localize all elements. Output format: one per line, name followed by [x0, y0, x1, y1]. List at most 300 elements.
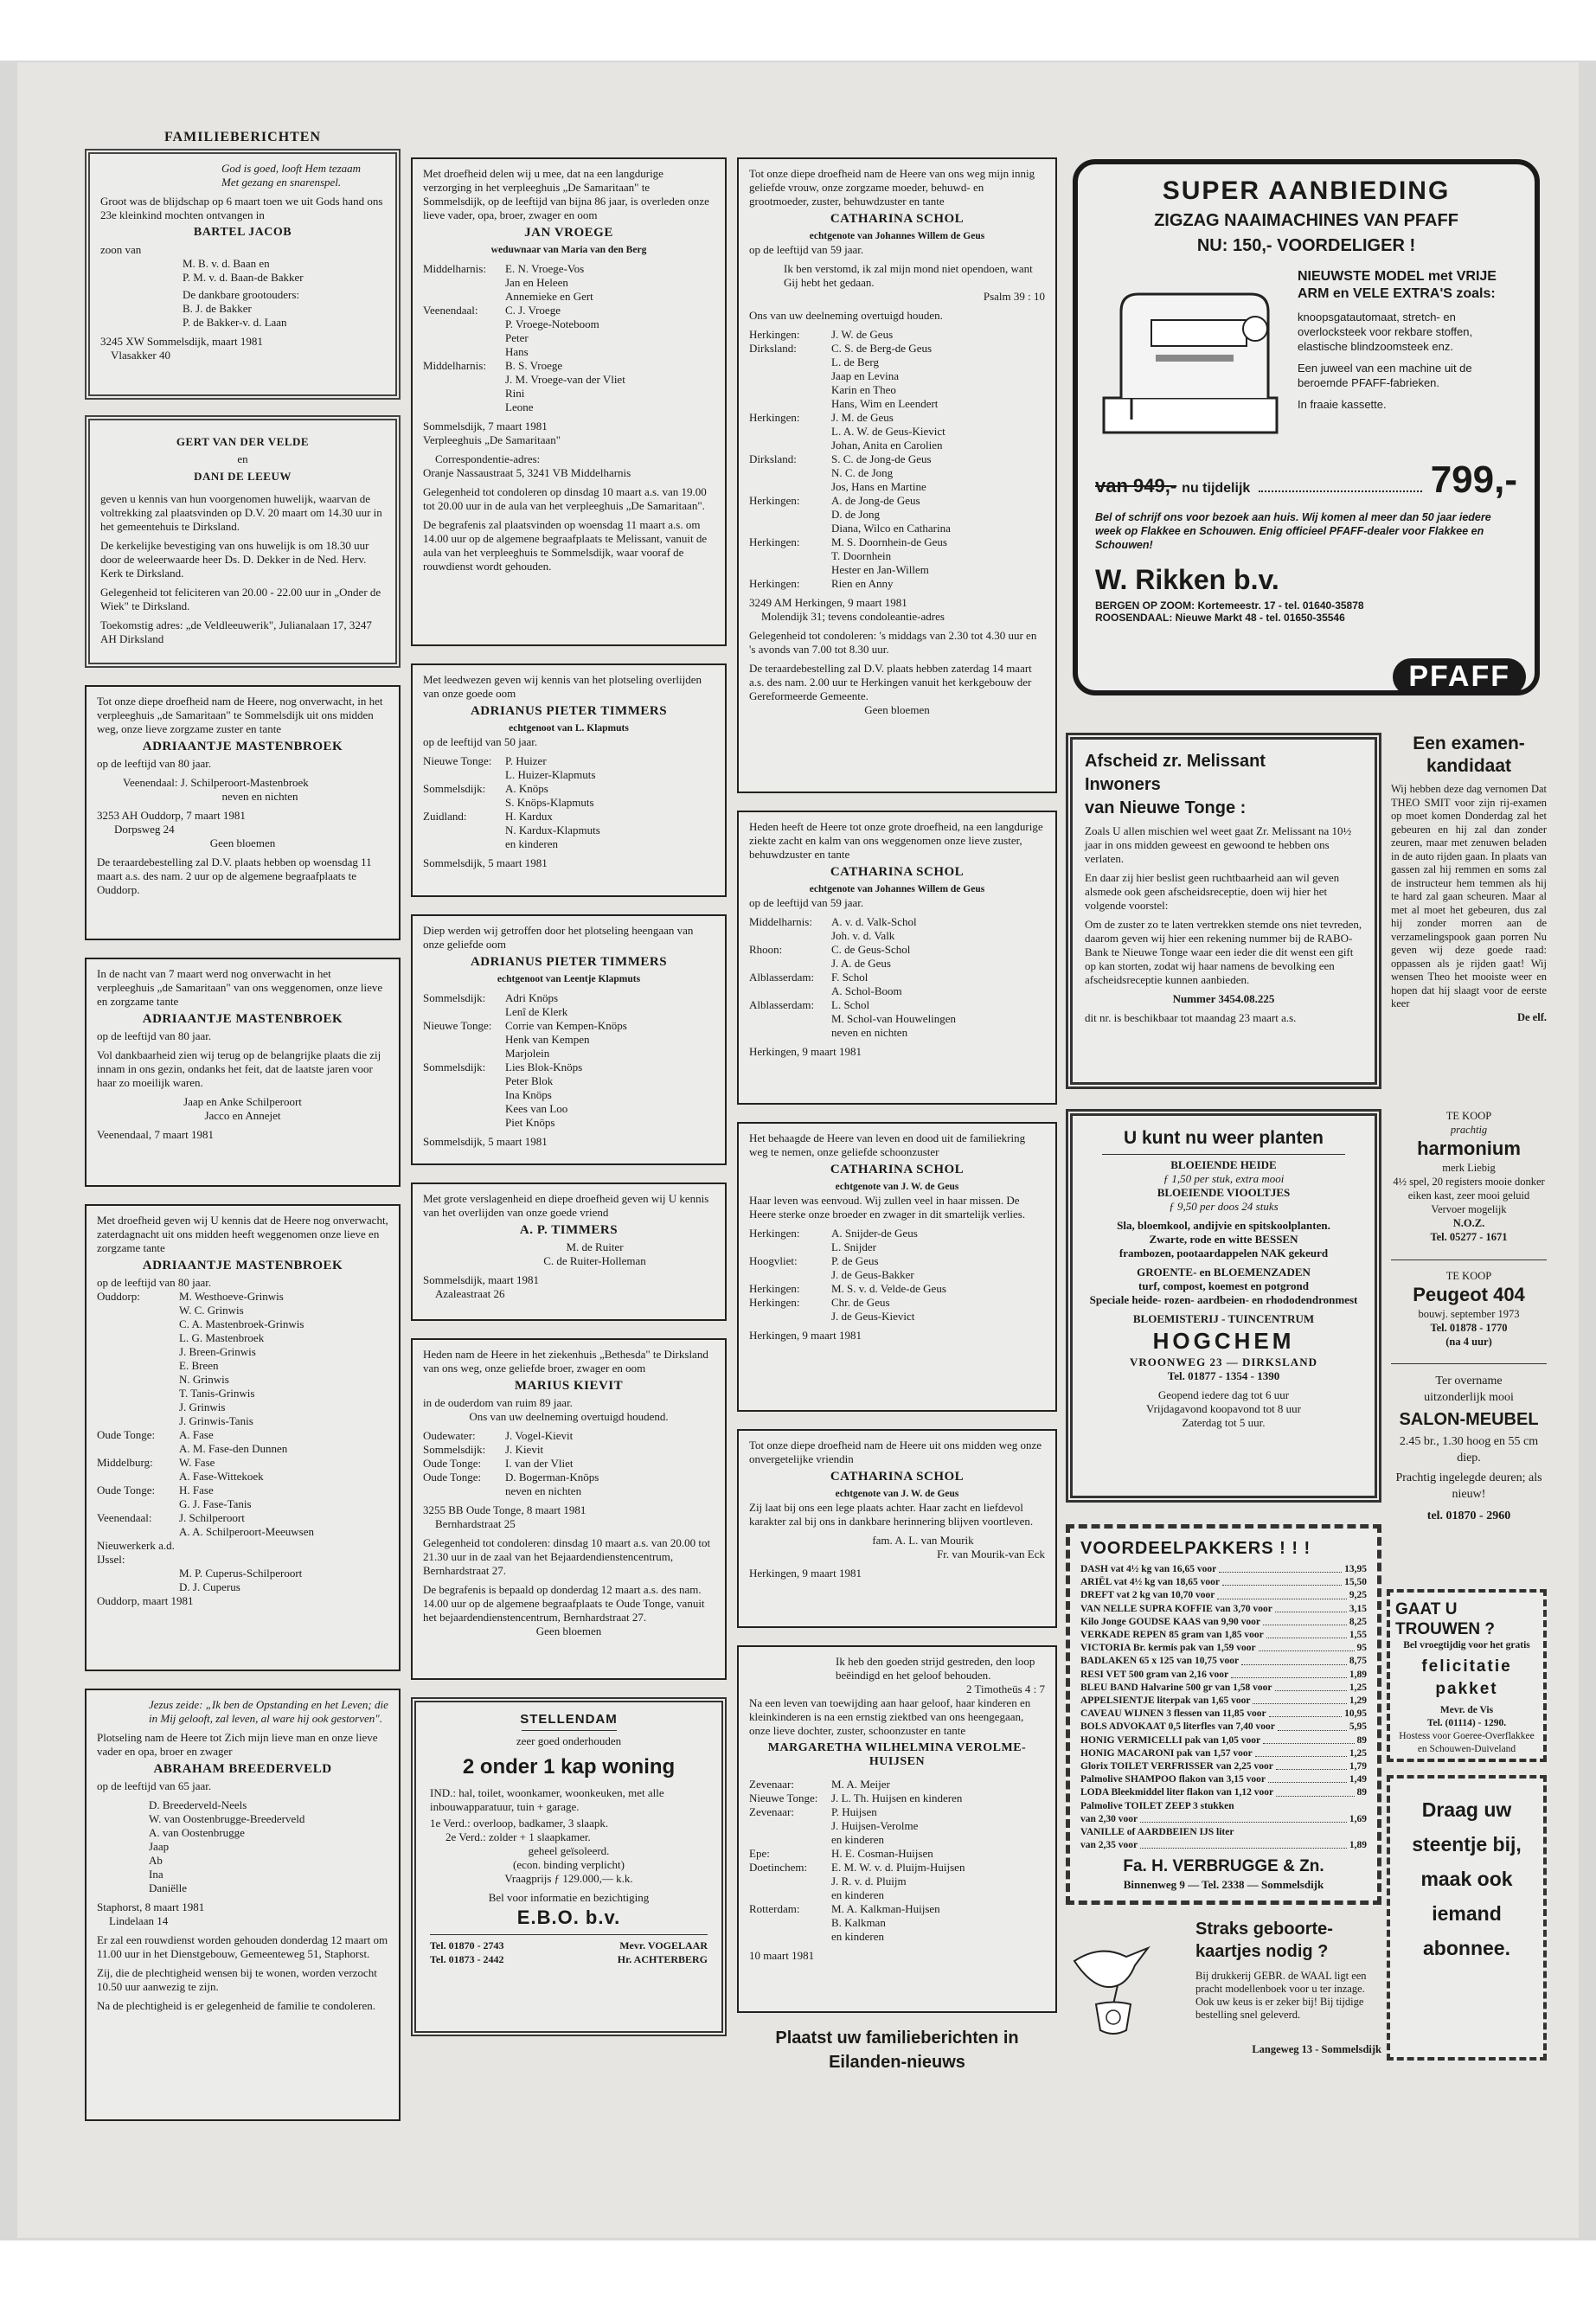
- family-row: [749, 439, 1045, 452]
- family-row: [749, 1847, 1045, 1861]
- place-label: Sommelsdijk:: [423, 1061, 486, 1074]
- family-member: Chr. de Geus: [831, 1296, 890, 1309]
- family-row: [749, 1296, 1045, 1310]
- product: Kilo Jonge GOUDSE KAAS van 9,90 voor: [1080, 1616, 1260, 1627]
- price: 89: [1356, 1787, 1367, 1798]
- family-member: Rien en Anny: [831, 577, 894, 590]
- family-row: [97, 1580, 388, 1594]
- family-member: Jaap en Levina: [831, 369, 899, 382]
- family-member: N. Kardux-Klapmuts: [505, 824, 600, 836]
- family-member: Karin en Theo: [831, 383, 896, 396]
- product: Palmolive SHAMPOO flakon van 3,15 voor: [1080, 1774, 1266, 1785]
- place-label: Zevenaar:: [749, 1805, 794, 1818]
- child-name: BARTEL JACOB: [193, 226, 292, 239]
- price: 1,89: [1349, 1840, 1367, 1851]
- family-row: [749, 1875, 1045, 1888]
- family-member: M. A. Kalkman-Huijsen: [831, 1902, 940, 1915]
- family-row: [749, 1819, 1045, 1833]
- price-row: [1080, 1682, 1367, 1695]
- family-row: [423, 810, 715, 824]
- family-row: [423, 1061, 715, 1074]
- place-label: Herkingen:: [749, 577, 800, 590]
- family-member: A. v. d. Valk-Schol: [831, 915, 917, 928]
- price-row: [1080, 1786, 1367, 1799]
- family-member: J. Vogel-Kievit: [505, 1429, 574, 1442]
- death-notice-mastenbroek-1: Tot onze diepe droefheid nam de Heere, nog onverwacht, in het verpleeghuis „de Samaritaan" te Sommelsdijk uit ons midden weg, onze lieve zorgzame zuster en tante ADRIAANTJE MASTENBROEK op de leeftijd van 80 jaar. Veenendaal: J. Schilperoort-Mastenbroek neven en nichten 3253 AH Ouddorp, 7 maart 1981 Dorpsweg 24 Geen bloemen De teraardebestelling zal D.V. plaats hebben op woensdag 11 maart a.s. des nam. 2 uur op de algemene begraafplaats te Ouddorp.: [85, 685, 401, 940]
- family-row: [423, 1471, 715, 1484]
- price-row: [1080, 1655, 1367, 1668]
- place-label: [97, 1400, 179, 1414]
- price-row: [1080, 1642, 1367, 1655]
- family-list: [97, 1798, 388, 1895]
- place-label: Zuidland:: [423, 810, 467, 823]
- family-member: Peter Blok: [505, 1074, 554, 1087]
- family-member: B. Kalkman: [831, 1916, 886, 1929]
- family-member: J. Huijsen-Verolme: [831, 1819, 919, 1832]
- place-label: [749, 439, 831, 452]
- family-row: [423, 754, 715, 768]
- family-member: Jan en Heleen: [505, 276, 568, 289]
- price: 8,25: [1349, 1616, 1367, 1627]
- price-row: [1080, 1576, 1367, 1589]
- family-member: A. van Oostenbrugge: [149, 1826, 245, 1839]
- price-row: [1080, 1589, 1367, 1602]
- shop-name: Fa. H. VERBRUGGE & Zn.: [1123, 1857, 1324, 1876]
- family-member: S. C. de Jong-de Geus: [831, 452, 932, 465]
- place-label: [97, 1304, 179, 1317]
- place-label: [423, 345, 505, 359]
- family-member: Leone: [505, 401, 534, 413]
- family-member: J. Schilperoort: [179, 1511, 245, 1524]
- place-label: [97, 1317, 179, 1331]
- family-row: [423, 782, 715, 796]
- family-row: [423, 1019, 715, 1033]
- family-member: Kees van Loo: [505, 1102, 568, 1115]
- family-member: J. R. v. d. Pluijm: [831, 1875, 907, 1888]
- price: 89: [1356, 1734, 1367, 1746]
- place-label: Veenendaal:: [423, 304, 478, 317]
- family-row: [423, 796, 715, 810]
- family-member: Diana, Wilco en Catharina: [831, 522, 951, 535]
- family-row: [749, 563, 1045, 577]
- family-row: [423, 768, 715, 782]
- family-member: A. Fase: [179, 1428, 214, 1441]
- place-label: [97, 1373, 179, 1387]
- family-row: [749, 328, 1045, 342]
- family-member: D. de Jong: [831, 508, 880, 521]
- family-row: [423, 317, 715, 331]
- place-label: [97, 1331, 179, 1345]
- place-label: Herkingen:: [749, 328, 800, 341]
- place-label: Alblasserdam:: [749, 971, 815, 984]
- family-member: P. Vroege-Noteboom: [505, 317, 599, 330]
- family-member: H. E. Cosman-Huijsen: [831, 1847, 933, 1860]
- price: 1,25: [1349, 1682, 1367, 1693]
- place-label: Oudewater:: [423, 1429, 476, 1442]
- place-label: [749, 508, 831, 522]
- family-member: M. Schol-van Houwelingen: [831, 1012, 957, 1025]
- price-row: [1080, 1616, 1367, 1629]
- voordeelpakkers-ad: VOORDEELPAKKERS ! ! ! DASH vat 4½ kg van 16,65 voor 13,95 ARIËL vat 4½ kg van 18,65 voor 15,50 DREFT vat 2 kg van 10,70 voor 9,25 VAN NELLE SUPRA KOFFIE van 3,70 voor 3,15 Kilo Jonge GOUDSE KAAS van 9,90 voor 8,25 VERKADE REPEN 85 gram van 1,85 voor 1,55 VICTORIA Br. kermis pak van 1,59 voor 95 BADLAKEN 65 x 125 van 10,75 voor 8,75 RESI VET 500 gram van 2,16 voor 1,89 BLEU BAND Halvarine 500 gr van 1,58 voor 1,25 APPELSIENTJE literpak van 1,65 voor 1,29 CAVEAU WIJNEN 3 flessen van 11,85 voor 10,95 BOLS ADVOKAAT 0,5 literfles van 7,40 voor 5,95 HONIG VERMICELLI pak van 1,05 voor 89 HONIG MACARONI pak van 1,57 voor 1,25 Glorix TOILET VERFRISSER van 2,25 voor 1,79 Palmolive SHAMPOO flakon van 3,15 voor 1,49 LODA Bleekmiddel liter flakon van 1,12 voor 89 Palmolive TOILET ZEEP 3 stukken van 2,30 voor 1,69 VANILLE of AARDBEIEN IJS liter van 2,35 voor 1,89 Fa. H. VERBRUGGE & Zn. Binnenweg 9 — Tel. 2338 — Sommelsdijk: [1066, 1524, 1381, 1905]
- family-row: [749, 577, 1045, 591]
- family-row: [749, 943, 1045, 957]
- place-label: Herkingen:: [749, 1282, 800, 1295]
- family-row: [749, 1805, 1045, 1819]
- family-member: Jaap: [149, 1840, 170, 1853]
- family-member: Piet Knöps: [505, 1116, 555, 1129]
- death-notice-timmers-2: Diep werden wij getroffen door het plotseling heengaan van onze geliefde oom ADRIANUS PIETER TIMMERS echtgenoot van Leentje Klapmuts Sommelsdijk: Adri Knöps Lenî de Klerk Nieuwe Tonge: Corrie van Kempen-Knöps Henk van Kempen Marjolein Sommelsdijk: Lies Blok-Knöps Peter Blok Ina Knöps Kees van Loo Piet Knöps Sommelsdijk, 5 maart 1981: [411, 914, 727, 1165]
- family-row: [749, 1902, 1045, 1916]
- family-member: W. C. Grinwis: [179, 1304, 244, 1317]
- family-row: [97, 1442, 388, 1456]
- family-list: [749, 1227, 1045, 1324]
- place-label: Sommelsdijk:: [423, 991, 486, 1004]
- place-label: [749, 1833, 831, 1847]
- family-member: J. Grinwis: [179, 1400, 226, 1413]
- house-for-sale-ad: STELLENDAM zeer goed onderhouden 2 onder 1 kap woning IND.: hal, toilet, woonkamer, woonkeuken, met alle inbouwapparatuur, tuin + garage. 1e Verd.: overloop, badkamer, 3 slaapk. 2e Verd.: zolder + 1 slaapkamer. geheel geïsoleerd. (econ. binding verplicht) Vraagprijs ƒ 129.000,— k.k. Bel voor informatie en bezichtiging E.B.O. b.v. Tel. 01870 - 2743 Mevr. VOGELAAR Tel. 01873 - 2442 Hr. ACHTERBERG: [411, 1697, 727, 2036]
- family-row: [749, 383, 1045, 397]
- exam-candidate-notice: Een examen-kandidaat Wij hebben deze dag vernomen Dat THEO SMIT voor zijn rij-examen op moet komen Donderdag zal het gebeuren en hij zal dan zonder zeuren, maar met zenuwen beladen in de auto rijden gaan. In plaats van gassen zal hij remmen en soms zal de instructeur hem temmen als hij te hard zal gaan scheuren. Maar al met al moet het gebeuren, dus zal hij zonder morren aan de verzamelingspook gaan porren Nu geven wij deze goede raad: oppassen als je rijden gaat! Wij wensen Theo het mooiste weer en hopen dat hij slaagt voor de eerste keer De elf.: [1391, 734, 1547, 1023]
- family-member: A. Knöps: [505, 782, 548, 795]
- place-label: [749, 1012, 831, 1026]
- place-label: [749, 356, 831, 369]
- family-row: [97, 1428, 388, 1442]
- family-row: [749, 480, 1045, 494]
- place-label: [423, 1005, 505, 1019]
- family-row: [97, 1359, 388, 1373]
- family-member: M. S. v. d. Velde-de Geus: [831, 1282, 946, 1295]
- product: VERKADE REPEN 85 gram van 1,85 voor: [1080, 1630, 1264, 1641]
- product: VANILLE of AARDBEIEN IJS liter: [1080, 1827, 1234, 1838]
- price-row: [1080, 1813, 1367, 1826]
- family-member: E. N. Vroege-Vos: [505, 262, 585, 275]
- family-row: [97, 1414, 388, 1428]
- family-member: C. A. Mastenbroek-Grinwis: [179, 1317, 304, 1330]
- death-notice-schol-4: Tot onze diepe droefheid nam de Heere uit ons midden weg onze onvergetelijke vriendin CATHARINA SCHOL echtgenote van J. W. de Geus Zij laat bij ons een lege plaats achter. Haar zacht en liefdevol karakter zal bij ons in dankbare herinnering blijven voortleven. fam. A. L. van Mourik Fr. van Mourik-van Eck Herkingen, 9 maart 1981: [737, 1429, 1057, 1628]
- family-row: [423, 304, 715, 317]
- family-row: [423, 1088, 715, 1102]
- family-row: [97, 1345, 388, 1359]
- plaats-familieberichten-slogan: Plaatst uw familieberichten in Eilanden-nieuws: [775, 2029, 1019, 2072]
- place-label: Dirksland:: [749, 452, 797, 465]
- family-member: A. de Jong-de Geus: [831, 494, 920, 507]
- family-member: P. de Geus: [831, 1254, 879, 1267]
- family-row: [423, 1484, 715, 1498]
- place-label: [749, 549, 831, 563]
- family-row: [423, 401, 715, 414]
- place-label: [97, 1470, 179, 1484]
- family-row: [97, 1567, 388, 1580]
- place-label: [97, 1497, 179, 1511]
- family-row: [749, 971, 1045, 984]
- family-member: Adri Knöps: [505, 991, 559, 1004]
- product: van 2,35 voor: [1080, 1840, 1138, 1851]
- place-label: [749, 1875, 831, 1888]
- family-member: M. S. Doornhein-de Geus: [831, 535, 947, 548]
- product: Glorix TOILET VERFRISSER van 2,25 voor: [1080, 1761, 1273, 1772]
- newspaper-page: [17, 62, 1579, 2238]
- family-row: [423, 824, 715, 837]
- price: 95: [1356, 1643, 1367, 1654]
- family-row: [749, 1888, 1045, 1902]
- family-member: A. A. Schilperoort-Meeuwsen: [179, 1525, 314, 1538]
- place-label: Doetinchem:: [749, 1861, 808, 1874]
- family-member: J. W. de Geus: [831, 328, 894, 341]
- place-label: Nieuwe Tonge:: [423, 1019, 492, 1032]
- family-member: L. Schol: [831, 998, 870, 1011]
- place-label: [749, 1026, 831, 1040]
- family-member: en kinderen: [831, 1888, 885, 1901]
- place-label: [423, 290, 505, 304]
- family-member: B. S. Vroege: [505, 359, 563, 372]
- family-member: J. de Geus-Bakker: [831, 1268, 914, 1281]
- family-member: Joh. v. d. Valk: [831, 929, 895, 942]
- family-row: [423, 373, 715, 387]
- family-member: D. Bogerman-Knöps: [505, 1471, 599, 1484]
- family-row: [423, 1116, 715, 1130]
- garden-centre-ad: U kunt nu weer planten BLOEIENDE HEIDE ƒ 1,50 per stuk, extra mooi BLOEIENDE VIOOLTJES ƒ 9,50 per doos 24 stuks Sla, bloemkool, andijvie en spitskoolplanten. Zwarte, rode en witte BESSEN frambozen, pootaardappelen NAK gekeurd GROENTE- en BLOEMENZADEN turf, compost, koemest en potgrond Speciale heide- rozen- aardbeien- en rhododendronmest BLOEMISTERIJ - TUINCENTRUM HOGCHEM VROONWEG 23 — DIRKSLAND Tel. 01877 - 1354 - 1390 Geopend iedere dag tot 6 uur Vrijdagavond koopavond tot 8 uur Zaterdag tot 5 uur.: [1066, 1109, 1381, 1503]
- price-row: [1080, 1826, 1367, 1839]
- product: BOLS ADVOKAAT 0,5 literfles van 7,40 voor: [1080, 1721, 1275, 1733]
- place-label: Nieuwe Tonge:: [423, 754, 492, 767]
- family-row: [749, 1930, 1045, 1944]
- family-row: [749, 1861, 1045, 1875]
- price: 1,29: [1349, 1695, 1367, 1707]
- family-list: [749, 1778, 1045, 1944]
- family-member: L. Huizer-Klapmuts: [505, 768, 596, 781]
- product: BADLAKEN 65 x 125 van 10,75 voor: [1080, 1656, 1240, 1667]
- family-row: [749, 522, 1045, 535]
- place-label: [749, 1888, 831, 1902]
- sewing-machine-icon: [1095, 268, 1285, 450]
- family-list: [97, 1290, 388, 1594]
- family-member: A. M. Fase-den Dunnen: [179, 1442, 288, 1455]
- place-label: [749, 957, 831, 971]
- place-label: [423, 387, 505, 401]
- family-member: J. de Geus-Kievict: [831, 1310, 915, 1323]
- family-row: [97, 1484, 388, 1497]
- family-member: M. Westhoeve-Grinwis: [179, 1290, 284, 1303]
- family-row: [749, 1227, 1045, 1240]
- product: VAN NELLE SUPRA KOFFIE van 3,70 voor: [1080, 1603, 1272, 1614]
- family-row: [423, 1074, 715, 1088]
- family-member: Ab: [149, 1854, 163, 1867]
- product: ARIËL vat 4½ kg van 18,65 voor: [1080, 1577, 1221, 1588]
- family-row: [749, 397, 1045, 411]
- salon-meubel-ad: Ter overname uitzonderlijk mooi SALON-MEUBEL 2.45 br., 1.30 hoog en 55 cm diep. Prachtig ingelegde deuren; als nieuw! tel. 01870 - 2960: [1395, 1375, 1542, 1522]
- place-label: [749, 522, 831, 535]
- family-member: A. Schol-Boom: [831, 984, 902, 997]
- place-label: [423, 796, 505, 810]
- family-list: [423, 262, 715, 414]
- death-notice-vroege: Met droefheid delen wij u mee, dat na een langdurige verzorging in het verpleeghuis „De Samaritaan" te Sommelsdijk, op de leeftijd van bijna 86 jaar, is overleden onze lieve vader, opa, broer, zwager en oom JAN VROEGE weduwnaar van Maria van den Berg Middelharnis: E. N. Vroege-Vos Jan en Heleen Annemieke en Gert Veenendaal: C. J. Vroege P. Vroege-Noteboom Peter Hans Middelharnis: B. S. Vroege J. M. Vroege-van der Vliet Rini Leone Sommelsdijk, 7 maart 1981 Verpleeghuis „De Samaritaan" Correspondentie-adres: Oranje Nassaustraat 5, 3241 VB Middelharnis Gelegenheid tot condoleren op dinsdag 10 maart a.s. van 19.00 tot 20.00 uur in de aula van het verpleeghuis „De Samaritaan". De begrafenis zal plaatsvinden op woensdag 11 maart a.s. om 14.00 uur op de algemene begraafplaats te Melissant, vanuit de aula van het verpleeghuis te Sommelsdijk, waar vooraf de rouwdienst wordt gehouden.: [411, 157, 727, 646]
- place-label: Middelharnis:: [749, 915, 812, 928]
- place-label: [423, 331, 505, 345]
- family-member: J. Grinwis-Tanis: [179, 1414, 253, 1427]
- price: 3,15: [1349, 1603, 1367, 1614]
- section-title: FAMILIEBERICHTEN: [85, 130, 401, 151]
- family-member: I. van der Vliet: [505, 1457, 574, 1470]
- place-label: [749, 480, 831, 494]
- family-row: [749, 452, 1045, 466]
- place-label: [423, 1047, 505, 1061]
- family-member: T. Doornhein: [831, 549, 892, 562]
- place-label: [97, 1414, 179, 1428]
- place-label: [423, 1033, 505, 1047]
- family-member: J. Kievit: [505, 1443, 544, 1456]
- family-member: Jos, Hans en Martine: [831, 480, 926, 493]
- family-member: F. Schol: [831, 971, 869, 984]
- family-member: Johan, Anita en Carolien: [831, 439, 943, 452]
- family-member: en kinderen: [831, 1833, 885, 1846]
- place-label: [97, 1567, 179, 1580]
- place-label: Rhoon:: [749, 943, 783, 956]
- harmonium-for-sale-ad: TE KOOP prachtig harmonium merk Liebig 4½ spel, 20 registers mooie donker eiken kast, zeer mooi geluid Vervoer mogelijk N.O.Z. Tel. 05277 - 1671: [1391, 1109, 1547, 1260]
- family-row: [97, 1304, 388, 1317]
- product: van 2,30 voor: [1080, 1813, 1138, 1824]
- product: DREFT vat 2 kg van 10,70 voor: [1080, 1590, 1215, 1601]
- family-row: [97, 1373, 388, 1387]
- family-row: [749, 369, 1045, 383]
- garden-centre-name: HOGCHEM: [1152, 1328, 1295, 1354]
- family-row: [423, 1005, 715, 1019]
- death-notice-breederveld: Jezus zeide: „Ik ben de Opstanding en het Leven; die in Mij gelooft, zal leven, al ware hij ook gestorven". Plotseling nam de Heere tot Zich mijn lieve man en onze lieve vader en opa, broer en zwager ABRAHAM BREEDERVELD op de leeftijd van 65 jaar. D. Breederveld-Neels W. van Oostenbrugge-Breederveld A. van Oostenbrugge Jaap Ab Ina Daniëlle Staphorst, 8 maart 1981 Lindelaan 14 Er zal een rouwdienst worden gehouden donderdag 12 maart om 11.00 uur in het Dienstgebouw, Gemeenteweg 51, Staphorst. Zij, die de plechtigheid wensen bij te wonen, worden verzocht 10.50 uur aanwezig te zijn. Na de plechtigheid is er gelegenheid de familie te condoleren.: [85, 1689, 401, 2121]
- family-member: H. Kardux: [505, 810, 553, 823]
- family-row: [423, 290, 715, 304]
- family-row: [749, 1282, 1045, 1296]
- family-member: G. J. Fase-Tanis: [179, 1497, 252, 1510]
- price: 13,95: [1344, 1564, 1367, 1574]
- place-label: Herkingen:: [749, 494, 800, 507]
- family-row: [749, 549, 1045, 563]
- family-member: P. Huijsen: [831, 1805, 877, 1818]
- family-member: D. J. Cuperus: [179, 1580, 240, 1593]
- price: 1,69: [1349, 1813, 1367, 1824]
- family-row: [423, 837, 715, 851]
- scan-bottom-margin: [0, 2240, 1596, 2301]
- place-label: [97, 1442, 179, 1456]
- family-row: [97, 1497, 388, 1511]
- family-member: Marjolein: [505, 1047, 550, 1060]
- price: 1,79: [1349, 1761, 1367, 1772]
- place-label: [423, 824, 505, 837]
- family-member: neven en nichten: [505, 1484, 582, 1497]
- price-row: [1080, 1800, 1367, 1813]
- family-member: Ina: [149, 1868, 163, 1881]
- product: APPELSIENTJE literpak van 1,65 voor: [1080, 1695, 1251, 1707]
- death-notice-schol-1: Tot onze diepe droefheid nam de Heere van ons weg mijn innig geliefde vrouw, onze zorgzame moeder, behuwd- en grootmoeder, zuster, behuwdzuster en tante CATHARINA SCHOL echtgenote van Johannes Willem de Geus op de leeftijd van 59 jaar. Ik ben verstomd, ik zal mijn mond niet opendoen, want Gij hebt het gedaan. Psalm 39 : 10 Ons van uw deelneming overtuigd houden. Herkingen: J. W. de Geus Dirksland: C. S. de Berg-de Geus L. de Berg Jaap en Levina Karin en Theo Hans, Wim en Leendert Herkingen: J. M. de Geus L. A. W. de Geus-Kievict Johan, Anita en Carolien Dirksland: S. C. de Jong-de Geus N. C. de Jong Jos, Hans en Martine Herkingen: A. de Jong-de Geus D. de Jong Diana, Wilco en Catharina Herkingen: M. S. Doornhein-de Geus T. Doornhein Hester en Jan-Willem Herkingen: Rien en Anny 3249 AM Herkingen, 9 maart 1981 Molendijk 31; tevens condoleantie-adres Gelegenheid tot condoleren: 's middags van 2.30 tot 4.30 uur en 's avonds van 7.00 tot 8.30 uur. De teraardebestelling zal D.V. plaats hebben zaterdag 14 maart a.s. des nam. 2.00 uur te Herkingen vanuit het kerkgebouw der Gereformeerde Gemeente. Geen bloemen: [737, 157, 1057, 793]
- place-label: [749, 397, 831, 411]
- place-label: [749, 1268, 831, 1282]
- place-label: Dirksland:: [749, 342, 797, 355]
- family-row: [749, 1240, 1045, 1254]
- place-label: [97, 1359, 179, 1373]
- family-member: W. Fase: [179, 1456, 215, 1469]
- place-label: Oude Tonge:: [97, 1428, 156, 1441]
- pfaff-price: 799,-: [1430, 458, 1517, 501]
- family-member: Lies Blok-Knöps: [505, 1061, 583, 1074]
- family-member: T. Tanis-Grinwis: [179, 1387, 255, 1400]
- family-member: en kinderen: [831, 1930, 885, 1943]
- product: BLEU BAND Halvarine 500 gr van 1,58 voor: [1080, 1682, 1272, 1693]
- product: RESI VET 500 gram van 2,16 voor: [1080, 1669, 1229, 1680]
- place-label: Hoogvliet:: [749, 1254, 798, 1267]
- price-row: [1080, 1669, 1367, 1682]
- family-member: D. Breederveld-Neels: [149, 1798, 247, 1811]
- place-label: Oude Tonge:: [423, 1471, 482, 1484]
- family-member: E. M. W. v. d. Pluijm-Huijsen: [831, 1861, 965, 1874]
- price-row: [1080, 1734, 1367, 1747]
- place-label: Epe:: [749, 1847, 770, 1860]
- family-row: [423, 1443, 715, 1457]
- family-list: [749, 915, 1045, 1040]
- family-member: C. de Geus-Schol: [831, 943, 911, 956]
- price-row: [1080, 1760, 1367, 1773]
- family-row: [97, 1387, 388, 1400]
- place-label: Sommelsdijk:: [423, 782, 486, 795]
- family-member: Rini: [505, 387, 525, 400]
- price-row: [1080, 1721, 1367, 1734]
- family-member: [179, 1539, 388, 1567]
- place-label: [749, 1930, 831, 1944]
- place-label: [423, 276, 505, 290]
- family-row: [749, 1268, 1045, 1282]
- price: 15,50: [1344, 1577, 1367, 1588]
- ad-headline: 2 onder 1 kap woning: [462, 1755, 676, 1779]
- family-member: A. Fase-Wittekoek: [179, 1470, 264, 1483]
- family-row: [423, 1033, 715, 1047]
- place-label: Middelburg:: [97, 1456, 153, 1469]
- death-notice-schol-3: Het behaagde de Heere van leven en dood uit de familiekring weg te nemen, onze geliefde schoonzuster CATHARINA SCHOL echtgenote van J. W. de Geus Haar leven was eenvoud. Wij zullen veel in haar missen. De Heere sterke onze broeder en zwager in dit smartelijk verlies. Herkingen: A. Snijder-de Geus L. Snijder Hoogvliet: P. de Geus J. de Geus-Bakker Herkingen: M. S. v. d. Velde-de Geus Herkingen: Chr. de Geus J. de Geus-Kievict Herkingen, 9 maart 1981: [737, 1122, 1057, 1412]
- death-notice-kievit: Heden nam de Heere in het ziekenhuis „Bethesda" te Dirksland van ons weg, onze geliefde broer, zwager en oom MARIUS KIEVIT in de ouderdom van ruim 89 jaar. Ons van uw deelneming overtuigd houdend. Oudewater: J. Vogel-Kievit Sommelsdijk: J. Kievit Oude Tonge: I. van der Vliet Oude Tonge: D. Bogerman-Knöps neven en nichten 3255 BB Oude Tonge, 8 maart 1981 Bernhardstraat 25 Gelegenheid tot condoleren: dinsdag 10 maart a.s. van 20.00 tot 21.30 uur in de zaal van het Bejaardendienstencentrum, Bernhardstraat 27. De begrafenis is bepaald op donderdag 12 maart a.s. des nam. 14.00 uur op de algemene begraafplaats te Oude Tonge, vanuit het bejaardendienstencentrum, Bernhardstraat 27. Geen bloemen: [411, 1338, 727, 1680]
- place-label: [423, 401, 505, 414]
- price-row: [1080, 1603, 1367, 1616]
- family-row: [423, 991, 715, 1005]
- place-label: [749, 929, 831, 943]
- death-notice-schol-2: Heden heeft de Heere tot onze grote droefheid, na een langdurige ziekte zacht en kalm van ons weggenomen onze lieve zuster, behuwdzuster en tante CATHARINA SCHOL echtgenote van Johannes Willem de Geus op de leeftijd van 59 jaar. Middelharnis: A. v. d. Valk-Schol Joh. v. d. Valk Rhoon: C. de Geus-Schol J. A. de Geus Alblasserdam: F. Schol A. Schol-Boom Alblasserdam: L. Schol M. Schol-van Houwelingen neven en nichten Herkingen, 9 maart 1981: [737, 811, 1057, 1105]
- family-row: [97, 1511, 388, 1525]
- family-member: Ina Knöps: [505, 1088, 552, 1101]
- family-row: [97, 1317, 388, 1331]
- family-row: [749, 356, 1045, 369]
- family-row: [97, 1470, 388, 1484]
- place-label: [749, 563, 831, 577]
- family-row: [749, 984, 1045, 998]
- farewell-notice: Afscheid zr. Melissant Inwoners van Nieuwe Tonge : Zoals U allen mischien wel weet gaat Zr. Melissant na 10½ jaar in ons midden geweest en gewoond te hebben ons verlaten. En daar zij hier beslist geen ruchtbaarheid aan wil geven alsmede ook geen afscheidsreceptie, doen wij hier het volgende voorstel: Om de zuster zo te laten vertrekken stemde ons niet tevreden, daarom geven wij hier een rekening nummer bij de RABO-Bank te Nieuwe Tonge waar een ieder die dit wenst een gift op kan storten, zodat wij haar namens de bevolking een afscheidsreceptie kunnen aanbieden. Nummer 3454.08.225 dit nr. is beschikbaar tot maandag 23 maart a.s.: [1066, 733, 1381, 1089]
- family-row: [749, 998, 1045, 1012]
- place-label: [749, 984, 831, 998]
- price: 10,95: [1344, 1708, 1367, 1720]
- price-row: [1080, 1629, 1367, 1642]
- place-label: Middelharnis:: [423, 262, 486, 275]
- price-row: [1080, 1773, 1367, 1786]
- family-row: [749, 1791, 1045, 1805]
- family-member: M. A. Meijer: [831, 1778, 890, 1791]
- product: VICTORIA Br. kermis pak van 1,59 voor: [1080, 1643, 1256, 1654]
- family-row: [749, 1310, 1045, 1324]
- family-row: [423, 1047, 715, 1061]
- place-label: Nieuwe Tonge:: [749, 1791, 818, 1804]
- peugeot-for-sale-ad: TE KOOP Peugeot 404 bouwj. september 1973 Tel. 01878 - 1770 (na 4 uur): [1391, 1269, 1547, 1364]
- place-label: Veenendaal:: [97, 1511, 152, 1524]
- family-row: [749, 342, 1045, 356]
- price-list: [1080, 1563, 1367, 1852]
- death-notice-timmers-1: Met leedwezen geven wij kennis van het plotseling overlijden van onze goede oom ADRIANUS PIETER TIMMERS echtgenoot van L. Klapmuts op de leeftijd van 50 jaar. Nieuwe Tonge: P. Huizer L. Huizer-Klapmuts Sommelsdijk: A. Knöps S. Knöps-Klapmuts Zuidland: H. Kardux N. Kardux-Klapmuts en kinderen Sommelsdijk, 5 maart 1981: [411, 663, 727, 897]
- family-member: M. P. Cuperus-Schilperoort: [179, 1567, 303, 1580]
- place-label: [749, 1240, 831, 1254]
- place-label: Herkingen:: [749, 411, 800, 424]
- family-row: [423, 359, 715, 373]
